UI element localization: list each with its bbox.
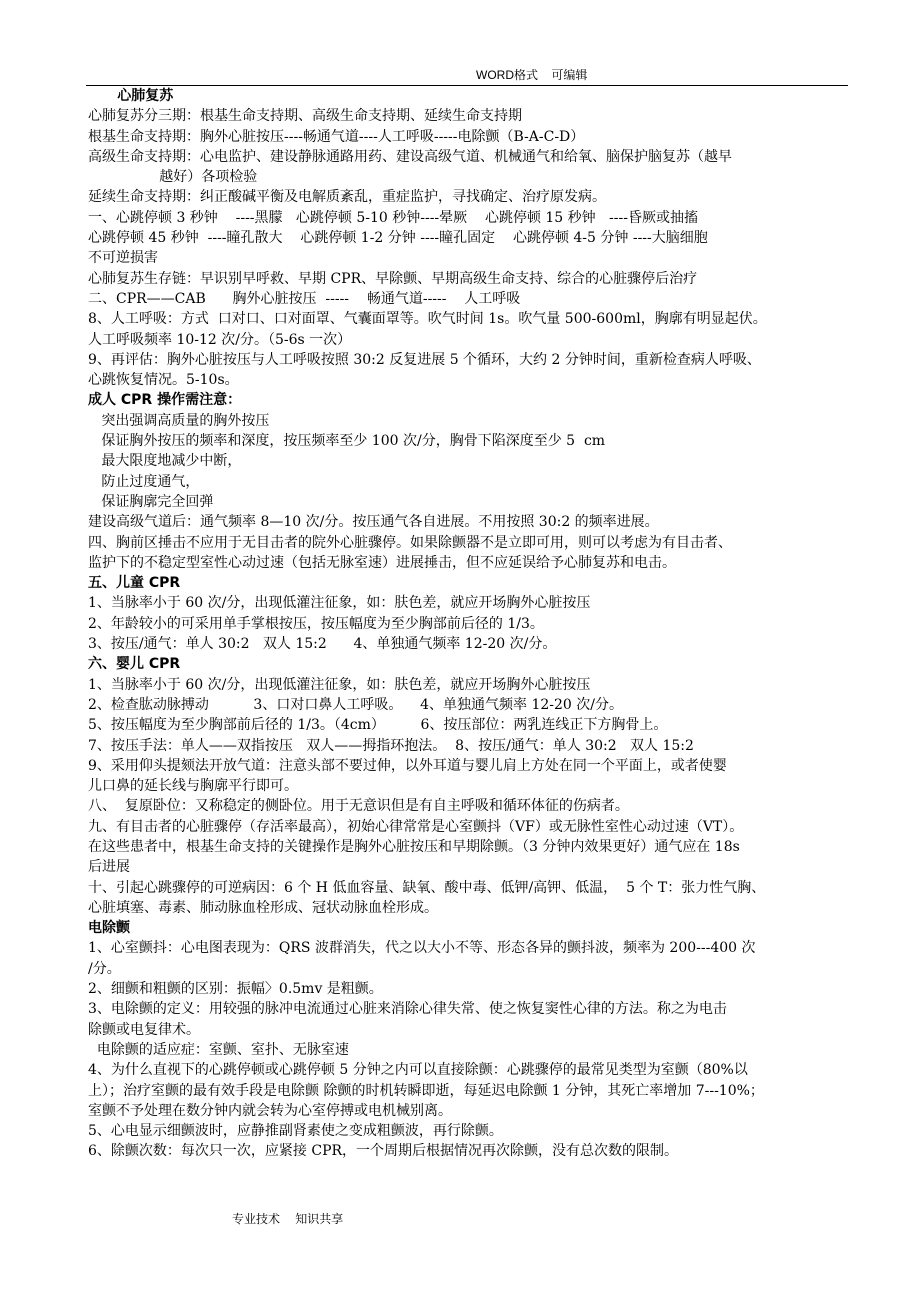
text-line: 2、年龄较小的可采用单手掌根按压，按压幅度为至少胸部前后径的 1/3。 [88,615,544,632]
text-line: 2、细颤和粗颤的区别：振幅〉0.5mv 是粗颤。 [88,981,383,998]
text-line: 一、心跳停顿 3 秒钟 ----黑朦 心跳停顿 5-10 秒钟----晕厥 心跳停顿 15 秒钟 ----昏厥或抽搐 [88,209,698,226]
text-line: 9、再评估：胸外心脏按压与人工呼吸按照 30:2 反复进展 5 个循环，大约 2 分钟时间，重新检查病人呼吸、 [88,351,761,368]
text-line: 上）；治疗室颤的最有效手段是电除颤 除颤的时机转瞬即逝，每延迟电除颤 1 分钟，其死亡率增加 7---10%； [88,1082,764,1099]
text-line: 5、按压幅度为至少胸部前后径的 1/3。（4cm） 6、按压部位：两乳连线正下方胸骨上。 [88,717,668,734]
text-line: 1、当脉率小于 60 次/分，出现低灌注征象，如：肤色差，就应开场胸外心脏按压 [88,595,591,612]
document-body [88,86,848,1162]
text-line: 后进展 [88,859,130,876]
text-line: 人工呼吸频率 10-12 次/分。（5-6s 一次） [88,331,352,348]
text-line: 越好）各项检验 [88,169,258,186]
text-line: 9、采用仰头提颏法开放气道：注意头部不要过伸，以外耳道与婴儿肩上方处在同一个平面上，或者使婴 [88,757,727,774]
text-line: 十、引起心跳骤停的可逆病因：6 个 H 低血容量、缺氧、酸中毒、低钾/高钾、低温， 5 个 T：张力性气胸、 [88,879,766,896]
text-line: 心脏填塞、毒素、肺动脉血栓形成、冠状动脉血栓形成。 [88,899,438,916]
text-line: 延续生命支持期：纠正酸碱平衡及电解质紊乱，重症监护，寻找确定、治疗原发病。 [88,189,606,206]
text-line: 二、CPR——CAB 胸外心脏按压 ----- 畅通气道----- 人工呼吸 [88,290,521,307]
text-line: 根基生命支持期：胸外心脏按压----畅通气道----人工呼吸-----电除颤（B-A-C-D） [88,128,585,145]
text-line: 突出强调高质量的胸外按压 [88,412,270,429]
text-line: 在这些患者中，根基生命支持的关键操作是胸外心脏按压和早期除颤。（3 分钟内效果更好）通气应在 18s [88,838,740,855]
text-line: 室颤不予处理在数分钟内就会转为心室停搏或电机械别离。 [88,1102,452,1119]
text-line: 1、心室颤抖：心电图表现为：QRS 波群消失，代之以大小不等、形态各异的颤抖波，频率为 200---400 次 [88,940,756,957]
text-line: 儿口鼻的延长线与胸廓平行即可。 [88,778,298,795]
text-line: 6、除颤次数：每次只一次，应紧接 CPR，一个周期后根据情况再次除颤，没有总次数的限制。 [88,1143,679,1160]
text-line: 最大限度地减少中断， [88,453,242,470]
page-header: WORD格式 可编辑 [476,68,588,82]
text-line: 心跳停顿 45 秒钟 ----瞳孔散大 心跳停顿 1-2 分钟 ----瞳孔固定 心跳停顿 4-5 分钟 ----大脑细胞 [88,230,708,247]
text-line: 不可逆损害 [88,250,158,267]
text-line: 监护下的不稳定型室性心动过速（包括无脉室速）进展捶击，但不应延误给予心肺复苏和电击。 [88,554,676,571]
text-line: 九、有目击者的心脏骤停（存活率最高），初始心律常常是心室颤抖（VF）或无脉性室性心动过速（VT）。 [88,818,744,835]
section-heading: 六、婴儿 CPR [88,656,181,673]
text-line: 高级生命支持期：心电监护、建设静脉通路用药、建设高级气道、机械通气和给氧、脑保护脑复苏（越早 [88,148,732,165]
text-line: 四、胸前区捶击不应用于无目击者的院外心脏骤停。如果除颤器不是立即可用，则可以考虑为有目击者、 [88,534,732,551]
text-line: 7、按压手法：单人——双指按压 双人——拇指环抱法。 8、按压/通气：单人 30:2 双人 15:2 [88,737,694,754]
text-line: 1、当脉率小于 60 次/分，出现低灌注征象，如：肤色差，就应开场胸外心脏按压 [88,676,591,693]
text-line: 防止过度通气， [88,473,200,490]
text-line: 八、 复原卧位：又称稳定的侧卧位。用于无意识但是有自主呼吸和循环体征的伤病者。 [88,798,629,815]
text-line: 4、为什么直视下的心跳停顿或心跳停顿 5 分钟之内可以直接除颤：心跳骤停的最常见类型为室颤（80%以 [88,1062,748,1079]
text-line: 3、按压/通气：单人 30:2 双人 15:2 4、单独通气频率 12-20 次/分。 [88,636,557,653]
text-line: 5、心电显示细颤波时，应静推副肾素使之变成粗颤波，再行除颤。 [88,1123,503,1140]
text-line: 保证胸外按压的频率和深度，按压频率至少 100 次/分，胸骨下陷深度至少 5 cm [88,433,606,450]
text-line: 3、电除颤的定义：用较强的脉冲电流通过心脏来消除心律失常、使之恢复窦性心律的方法。称之为电击 [88,1001,727,1018]
page-footer: 专业技术 知识共享 [232,1212,344,1226]
section-heading: 心肺复苏 [88,88,174,104]
section-heading: 五、儿童 CPR [88,575,181,592]
text-line: 心肺复苏分三期：根基生命支持期、高级生命支持期、延续生命支持期 [88,108,522,125]
text-line: 心跳恢复情况。5-10s。 [88,372,239,389]
text-line: 电除颤的适应症：室颤、室扑、无脉室速 [88,1041,349,1058]
text-line: 保证胸廓完全回弹 [88,493,214,510]
section-heading: 电除颤 [88,920,130,937]
text-line: 8、人工呼吸：方式 口对口、口对面罩、气囊面罩等。吹气时间 1s。吹气量 500-600ml，胸廓有明显起伏。 [88,311,767,328]
text-line: /分。 [88,960,121,977]
text-line: 除颤或电复律术。 [88,1021,200,1038]
text-line: 心肺复苏生存链：早识别早呼救、早期 CPR、早除颤、早期高级生命支持、综合的心脏骤停后治疗 [88,270,698,287]
section-heading: 成人 CPR 操作需注意： [88,392,242,409]
text-line: 2、检查肱动脉搏动 3、口对口鼻人工呼吸。 4、单独通气频率 12-20 次/分。 [88,696,623,713]
text-line: 建设高级气道后：通气频率 8—10 次/分。按压通气各自进展。不用按照 30:2 的频率进展。 [88,514,659,531]
